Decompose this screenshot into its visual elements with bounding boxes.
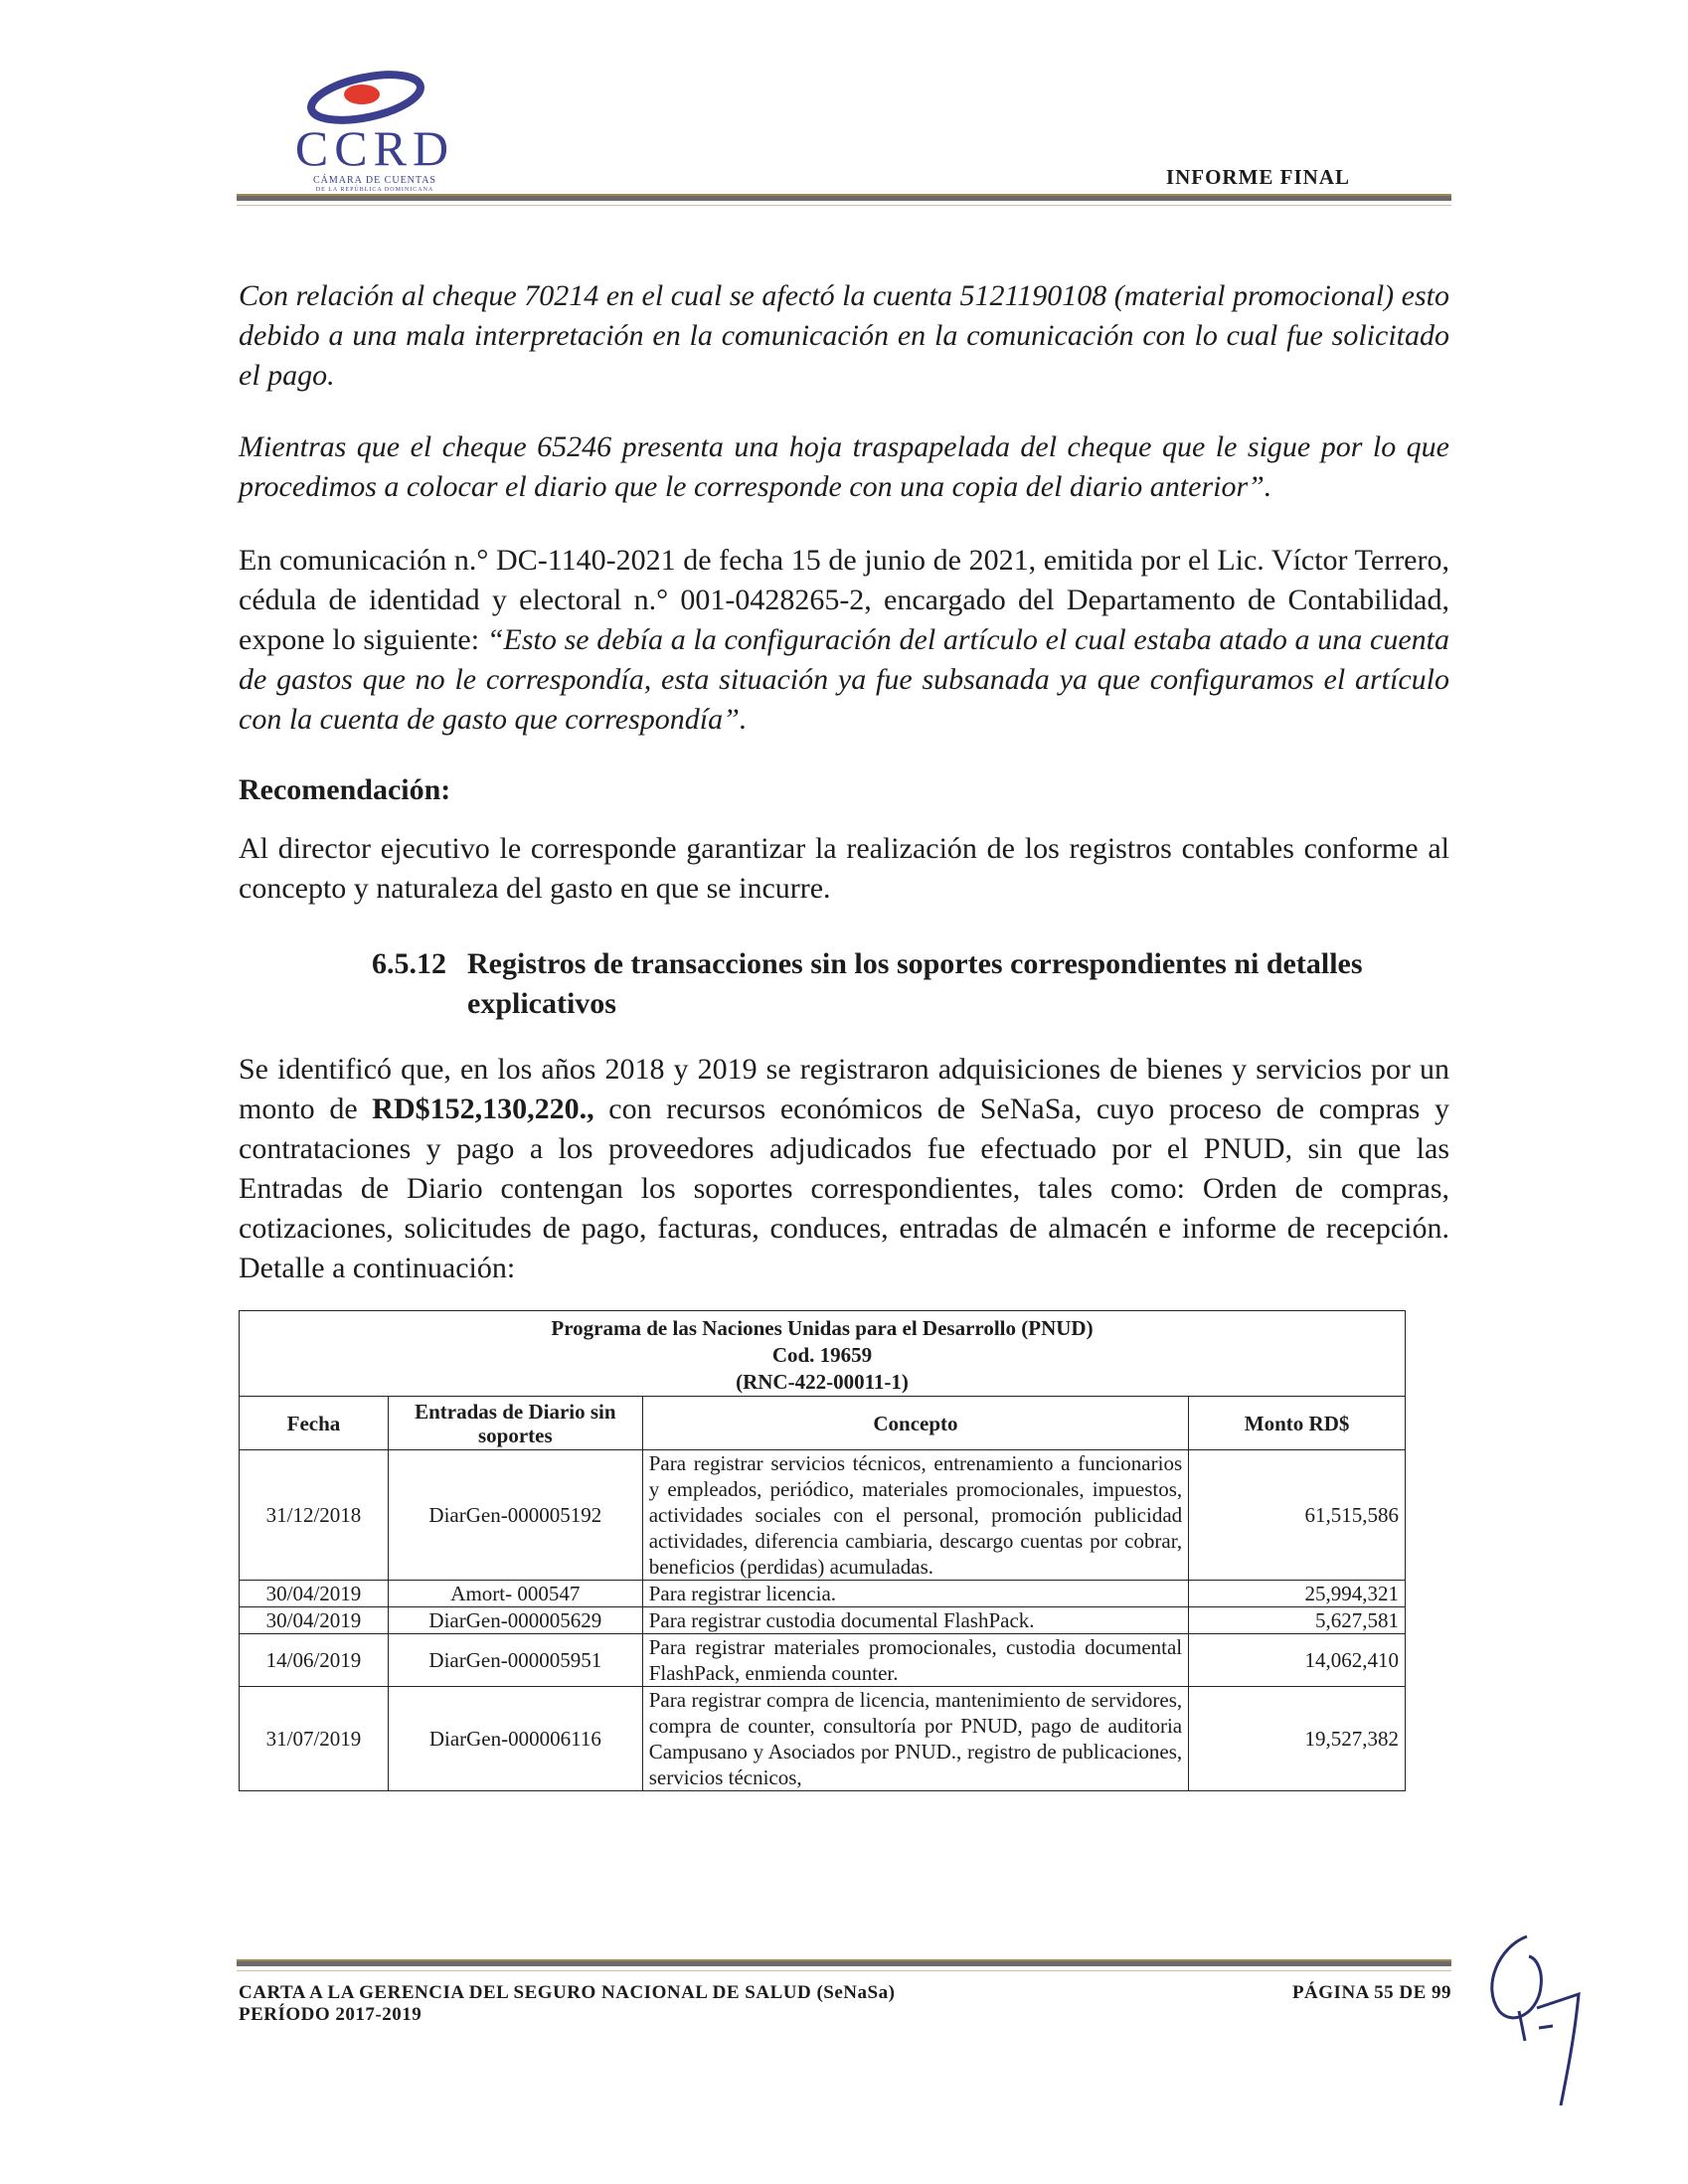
paragraph-cheque-65246 [239,427,1449,507]
cell-monto: 19,527,382 [1189,1687,1406,1791]
page-number: PÁGINA 55 DE 99 [1291,1982,1451,2003]
section-title: Registros de transacciones sin los soportes correspondientes ni detalles [467,947,1363,980]
cell-concepto: Para registrar materiales promocionales, custodia documental FlashPack, enmienda counter. [642,1634,1188,1687]
footer-letter-title: CARTA A LA GERENCIA DEL SEGURO NACIONAL DE SALUD (SeNaSa) [239,1982,896,2003]
cell-fecha: 30/04/2019 [240,1607,389,1634]
table-code: Cod. 19659 [771,1343,873,1367]
paragraph-text: Al director ejecutivo le corresponde garantizar la realización de los registros contables conforme al concepto y naturaleza del gasto en que se incurre. [239,832,1449,905]
cell-fecha: 14/06/2019 [240,1634,389,1687]
cell-entrada: Amort- 000547 [388,1581,642,1607]
cell-monto: 14,062,410 [1189,1634,1406,1687]
ccrd-logo [260,68,489,193]
logo-subtitle: CÁMARA DE CUENTAS [313,175,436,186]
logo-subtitle-2: DE LA REPÚBLICA DOMINICANA [315,187,434,193]
table-row [240,1450,1406,1581]
logo-emblem-icon [296,68,455,127]
table-row [240,1607,1406,1634]
cell-monto: 61,515,586 [1189,1450,1406,1581]
table-title-line: Programa de las Naciones Unidas para el Desarrollo (PNUD) [551,1316,1094,1340]
recommendation-heading: Recomendación: [239,773,451,806]
paragraph-text [239,541,1449,740]
table-row [240,1581,1406,1607]
paragraph-findings [239,1050,1449,1288]
cell-fecha: 31/07/2019 [240,1687,389,1791]
footer-divider [237,1959,1451,1966]
header-entradas: Entradas de Diario sin soportes [388,1397,642,1450]
header-divider-thin [237,205,1451,206]
table-row [240,1634,1406,1687]
table-rnc: (RNC-422-00011-1) [736,1370,909,1394]
cell-monto: 5,627,581 [1189,1607,1406,1634]
footer-period: PERÍODO 2017-2019 [239,2004,422,2025]
table-title [240,1311,1406,1397]
report-title: INFORME FINAL [1165,165,1350,189]
section-number: 6.5.12 [372,947,446,980]
cell-monto: 25,994,321 [1189,1581,1406,1607]
paragraph-plain: En comunicación n.° DC-1140-2021 de fecha 15 de junio de 2021, emitida por el Lic. Víctor Terrero, cédula de identidad y electoral n.° 001-0428265-2, encargado del Departamento de Contabilidad, expone lo siguiente: [239,544,1449,656]
cell-fecha: 31/12/2018 [240,1450,389,1581]
logo-text: CCRD [294,120,455,176]
cell-concepto: Para registrar servicios técnicos, entrenamiento a funcionarios y empleados, periódico, materiales promocionales, impuestos, actividades sociales con el personal, promoción publicidad actividades, diferencia cambiaria, descargo cuentas por cobrar, beneficios (perdidas) acumuladas. [642,1450,1188,1581]
header-fecha: Fecha [240,1397,389,1450]
table-header-row [240,1397,1406,1450]
footer-document-info [239,1982,895,2026]
header-monto: Monto RD$ [1189,1397,1406,1450]
paragraph-plain: Se identificó que, en los años 2018 y 2019 se registraron adquisiciones de bienes y servicios por un monto de [239,1053,1449,1125]
section-title-continued: explicativos [467,987,616,1020]
paragraph-plain-continued: con recursos económicos de SeNaSa, cuyo proceso de compras y contrataciones y pago a los proveedores adjudicados fue efectuado por el PNUD, sin que las Entradas de Diario contengan los soportes correspondientes, tales como: Orden de compras, cotizaciones, solicitudes de pago, facturas, conduces, entradas de almacén e informe de recepción. Detalle a continuación: [239,1092,1449,1284]
cell-fecha: 30/04/2019 [240,1581,389,1607]
header-divider [237,194,1451,201]
section-heading [372,944,1449,1024]
paragraph-quote: “Esto se debía a la configuración del artículo el cual estaba atado a una cuenta de gastos que no le correspondía, esta situación ya fue subsanada ya que configuramos el artículo con la cuenta de gasto que correspondía”. [239,623,1449,736]
handwritten-initials-icon [1479,1917,1589,2115]
table-title-row [240,1311,1406,1397]
cell-entrada: DiarGen-000005192 [388,1450,642,1581]
cell-entrada: DiarGen-000005629 [388,1607,642,1634]
paragraph-cheque-70214 [239,276,1449,396]
pnud-transactions-table [239,1310,1406,1791]
paragraph-text: Con relación al cheque 70214 en el cual se afectó la cuenta 5121190108 (material promocional) esto debido a una mala interpretación en la comunicación en la comunicación con lo cual fue solicitado el pago. [239,279,1449,392]
table-row [240,1687,1406,1791]
cell-concepto: Para registrar compra de licencia, mantenimiento de servidores, compra de counter, consultoría por PNUD, pago de auditoria Campusano y Asociados por PNUD., registro de publicaciones, servicios técnicos, [642,1687,1188,1791]
cell-entrada: DiarGen-000005951 [388,1634,642,1687]
amount-highlight: RD$152,130,220., [372,1092,594,1125]
paragraph-text [239,1050,1449,1288]
paragraph-text: Mientras que el cheque 65246 presenta una hoja traspapelada del cheque que le sigue por lo que procedimos a colocar el diario que le corresponde con una copia del diario anterior”. [239,430,1449,503]
header-concepto: Concepto [642,1397,1188,1450]
cell-concepto: Para registrar licencia. [642,1581,1188,1607]
paragraph-communication [239,541,1449,740]
footer-divider-thin [237,1970,1451,1971]
cell-concepto: Para registrar custodia documental FlashPack. [642,1607,1188,1634]
paragraph-recommendation [239,829,1449,909]
cell-entrada: DiarGen-000006116 [388,1687,642,1791]
